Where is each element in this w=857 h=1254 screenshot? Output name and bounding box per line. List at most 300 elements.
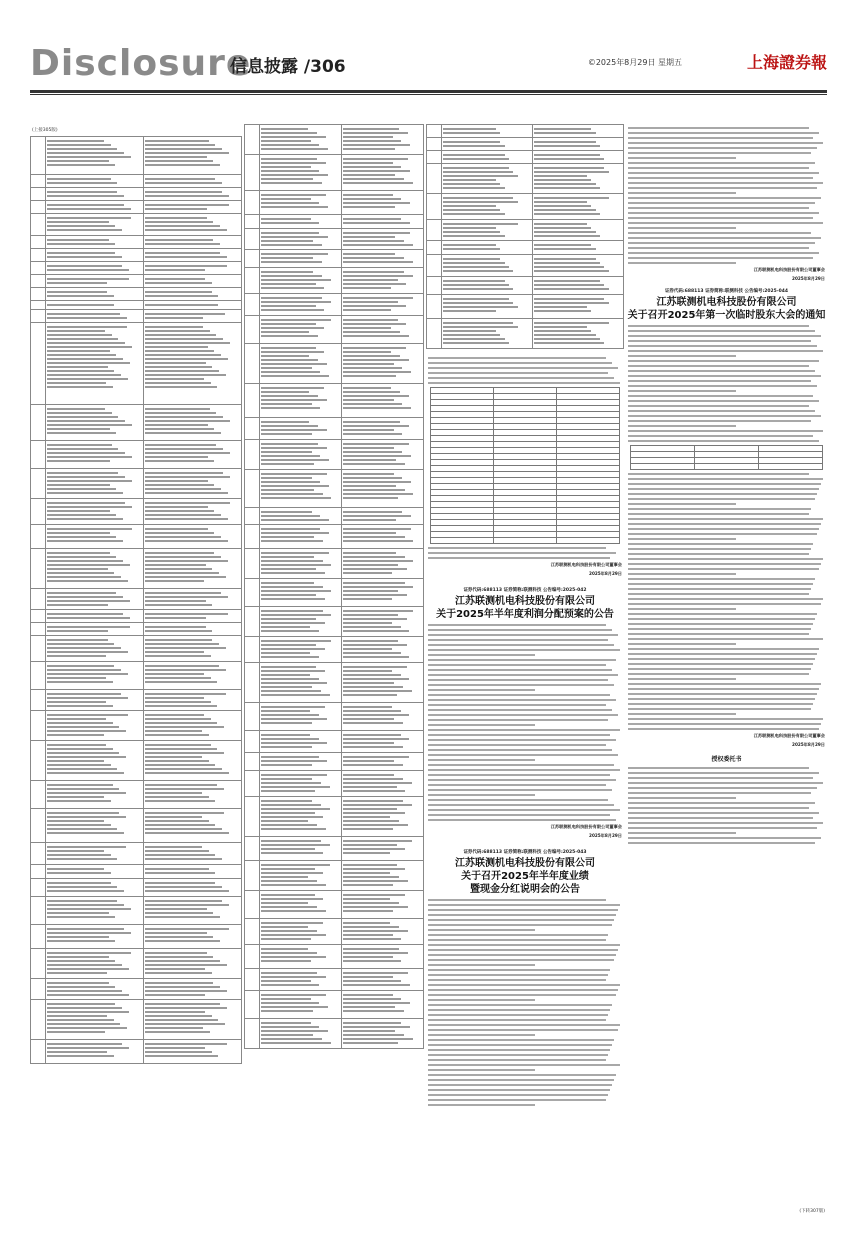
text-line bbox=[428, 739, 616, 741]
text-line bbox=[628, 832, 736, 834]
row-number-cell bbox=[31, 469, 46, 499]
table-cell bbox=[533, 241, 624, 255]
row-number-cell bbox=[31, 499, 46, 525]
row-number-cell bbox=[427, 255, 442, 277]
notice-title-line-1: 关于召开2025年半年度业绩 bbox=[461, 871, 589, 882]
table-cell bbox=[442, 220, 533, 241]
row-number-cell bbox=[31, 262, 46, 275]
table-row bbox=[31, 711, 242, 741]
text-line bbox=[428, 1074, 616, 1076]
table-row bbox=[245, 294, 424, 316]
table-row bbox=[31, 865, 242, 879]
text-line bbox=[628, 718, 823, 720]
table-row bbox=[31, 469, 242, 499]
row-number-cell bbox=[427, 241, 442, 255]
row-number-cell bbox=[31, 1040, 46, 1064]
table-row bbox=[427, 138, 624, 151]
table-cell bbox=[260, 250, 342, 268]
table-cell bbox=[144, 525, 242, 549]
notice-date: 2025年8月29日 bbox=[589, 833, 622, 838]
table-row bbox=[245, 250, 424, 268]
text-line bbox=[428, 674, 618, 676]
table-row bbox=[427, 295, 624, 319]
table-row bbox=[31, 499, 242, 525]
table-cell bbox=[342, 440, 424, 470]
table-cell bbox=[144, 610, 242, 623]
row-number-cell bbox=[245, 125, 260, 155]
table-cell bbox=[342, 663, 424, 703]
notice-code-line: 证券代码:688113 证券简称:联测科技 公告编号:2025-043 bbox=[463, 850, 587, 855]
text-line bbox=[428, 759, 535, 761]
table-cell bbox=[342, 125, 424, 155]
table-cell bbox=[46, 897, 144, 925]
table-cell bbox=[144, 589, 242, 610]
row-number-cell bbox=[31, 525, 46, 549]
row-number-cell bbox=[245, 508, 260, 525]
table-row bbox=[245, 125, 424, 155]
table-cell bbox=[46, 741, 144, 781]
table-row bbox=[245, 418, 424, 440]
text-line bbox=[428, 362, 612, 364]
text-line bbox=[428, 959, 614, 961]
text-line bbox=[428, 774, 610, 776]
table-row bbox=[31, 741, 242, 781]
table-cell bbox=[260, 637, 342, 663]
row-number-cell bbox=[427, 164, 442, 194]
table-cell bbox=[144, 925, 242, 949]
row-number-cell bbox=[31, 636, 46, 662]
table-cell bbox=[260, 1019, 342, 1049]
text-line bbox=[628, 132, 819, 134]
row-number-cell bbox=[245, 891, 260, 919]
table-cell bbox=[46, 441, 144, 469]
text-line bbox=[628, 623, 813, 625]
text-line bbox=[428, 1104, 535, 1106]
table-cell bbox=[533, 125, 624, 138]
text-line bbox=[428, 924, 612, 926]
notice-profit-distribution bbox=[426, 587, 624, 839]
text-line bbox=[428, 669, 612, 671]
page-body bbox=[30, 124, 827, 1214]
table-cell bbox=[260, 753, 342, 771]
text-line bbox=[428, 1009, 610, 1011]
table-cell bbox=[144, 175, 242, 188]
proposal-list-table bbox=[430, 387, 620, 544]
text-line bbox=[628, 172, 819, 174]
text-line bbox=[428, 709, 612, 711]
text-line bbox=[628, 157, 736, 159]
table-row bbox=[245, 607, 424, 637]
text-line bbox=[628, 822, 823, 824]
text-line bbox=[628, 498, 815, 500]
row-number-cell bbox=[245, 731, 260, 753]
text-line bbox=[628, 523, 821, 525]
articles-comparison-table-tail bbox=[426, 124, 624, 349]
row-number-cell bbox=[245, 969, 260, 991]
text-line bbox=[428, 999, 535, 1001]
text-line bbox=[428, 779, 616, 781]
table-row bbox=[427, 220, 624, 241]
table-cell bbox=[342, 891, 424, 919]
table-cell bbox=[144, 499, 242, 525]
table-cell bbox=[342, 268, 424, 294]
continued-from-label: (上接305版) bbox=[32, 128, 58, 133]
text-line bbox=[628, 440, 819, 442]
newspaper-logo: 上海證券報 bbox=[746, 53, 827, 72]
text-line bbox=[428, 1059, 606, 1061]
table-cell bbox=[46, 469, 144, 499]
text-line bbox=[428, 744, 606, 746]
table-row bbox=[31, 262, 242, 275]
text-line bbox=[628, 222, 823, 224]
table-cell bbox=[144, 781, 242, 809]
notice-shareholder-meeting bbox=[626, 288, 827, 748]
table-cell bbox=[260, 797, 342, 837]
table-cell bbox=[260, 837, 342, 861]
text-line bbox=[628, 573, 736, 575]
column-2 bbox=[244, 124, 424, 1214]
table-cell bbox=[46, 137, 144, 175]
table-cell bbox=[342, 637, 424, 663]
text-line bbox=[428, 764, 614, 766]
table-cell bbox=[442, 151, 533, 164]
notice-title: 关于召开2025年第一次临时股东大会的通知 bbox=[627, 310, 826, 321]
text-line bbox=[428, 899, 606, 901]
row-number-cell bbox=[31, 441, 46, 469]
table-cell bbox=[46, 690, 144, 711]
table-row bbox=[31, 879, 242, 897]
text-line bbox=[628, 713, 736, 715]
table-cell bbox=[260, 731, 342, 753]
table-cell bbox=[144, 405, 242, 441]
text-line bbox=[628, 703, 813, 705]
notice-date: 2025年8月29日 bbox=[792, 742, 825, 747]
table-cell bbox=[533, 295, 624, 319]
table-cell bbox=[342, 607, 424, 637]
text-line bbox=[428, 357, 606, 359]
table-cell bbox=[631, 464, 695, 470]
text-line bbox=[428, 784, 606, 786]
table-row bbox=[245, 215, 424, 229]
text-line bbox=[428, 964, 535, 966]
row-number-cell bbox=[245, 215, 260, 229]
table-cell bbox=[46, 610, 144, 623]
row-number-cell bbox=[31, 879, 46, 897]
table-cell bbox=[46, 188, 144, 201]
notice-company: 江苏联测机电科技股份有限公司 bbox=[656, 297, 797, 308]
row-number-cell bbox=[245, 919, 260, 945]
text-line bbox=[628, 513, 809, 515]
text-line bbox=[628, 232, 811, 234]
table-row bbox=[31, 301, 242, 310]
table-row bbox=[427, 255, 624, 277]
row-number-cell bbox=[245, 268, 260, 294]
table-row bbox=[245, 268, 424, 294]
table-cell bbox=[260, 703, 342, 731]
text-line bbox=[628, 360, 819, 362]
text-line bbox=[628, 400, 819, 402]
text-line bbox=[428, 754, 618, 756]
row-number-cell bbox=[31, 979, 46, 1000]
text-line bbox=[428, 944, 620, 946]
table-cell bbox=[46, 405, 144, 441]
table-row bbox=[427, 319, 624, 349]
table-cell bbox=[442, 138, 533, 151]
row-number-cell bbox=[245, 703, 260, 731]
table-cell bbox=[144, 469, 242, 499]
text-line bbox=[428, 809, 620, 811]
text-line bbox=[628, 842, 815, 844]
table-row bbox=[427, 151, 624, 164]
table-cell bbox=[144, 843, 242, 865]
text-line bbox=[428, 629, 612, 631]
row-number-cell bbox=[427, 138, 442, 151]
text-line bbox=[428, 557, 610, 559]
table-cell bbox=[342, 945, 424, 969]
notice-company: 江苏联测机电科技股份有限公司 bbox=[455, 596, 595, 607]
table-cell bbox=[342, 525, 424, 549]
text-line bbox=[428, 367, 618, 369]
meeting-proposal-table bbox=[630, 445, 823, 470]
text-line bbox=[628, 247, 809, 249]
amendment-text-block bbox=[426, 357, 624, 384]
table-row bbox=[245, 525, 424, 549]
table-cell bbox=[46, 623, 144, 636]
table-row bbox=[245, 753, 424, 771]
text-line bbox=[428, 639, 608, 641]
table-cell bbox=[342, 215, 424, 229]
text-line bbox=[428, 769, 620, 771]
table-cell bbox=[46, 175, 144, 188]
table-cell bbox=[144, 879, 242, 897]
text-line bbox=[428, 1099, 606, 1101]
table-row bbox=[31, 201, 242, 214]
text-line bbox=[428, 729, 620, 731]
row-number-cell bbox=[245, 191, 260, 215]
text-line bbox=[628, 583, 813, 585]
table-cell bbox=[260, 607, 342, 637]
table-row bbox=[31, 979, 242, 1000]
table-cell bbox=[342, 703, 424, 731]
table-row bbox=[31, 843, 242, 865]
table-cell bbox=[144, 275, 242, 288]
table-row bbox=[31, 589, 242, 610]
text-line bbox=[428, 634, 618, 636]
text-line bbox=[428, 704, 606, 706]
table-row bbox=[31, 323, 242, 405]
row-number-cell bbox=[31, 236, 46, 249]
table-cell bbox=[144, 623, 242, 636]
table-row bbox=[31, 275, 242, 288]
text-line bbox=[628, 543, 813, 545]
text-line bbox=[628, 217, 813, 219]
row-number-cell bbox=[427, 151, 442, 164]
table-row bbox=[31, 1040, 242, 1064]
row-number-cell bbox=[245, 155, 260, 191]
table-row bbox=[245, 384, 424, 418]
table-row bbox=[245, 703, 424, 731]
text-line bbox=[628, 588, 811, 590]
continued-to-label: (下转307版) bbox=[799, 1209, 825, 1214]
text-line bbox=[628, 493, 817, 495]
row-number-cell bbox=[245, 663, 260, 703]
table-cell bbox=[260, 969, 342, 991]
table-cell bbox=[46, 979, 144, 1000]
table-cell bbox=[260, 418, 342, 440]
text-line bbox=[628, 533, 817, 535]
notice-signature: 江苏联测机电科技股份有限公司董事会 bbox=[550, 824, 622, 829]
table-cell bbox=[442, 194, 533, 220]
table-cell bbox=[260, 991, 342, 1019]
row-number-cell bbox=[31, 301, 46, 310]
row-number-cell bbox=[245, 418, 260, 440]
table-row bbox=[31, 925, 242, 949]
text-line bbox=[428, 814, 610, 816]
text-line bbox=[628, 678, 736, 680]
text-line bbox=[428, 909, 618, 911]
table-cell bbox=[442, 125, 533, 138]
table-cell bbox=[46, 301, 144, 310]
table-cell bbox=[342, 344, 424, 384]
text-line bbox=[428, 1029, 618, 1031]
table-row bbox=[427, 164, 624, 194]
table-cell bbox=[144, 549, 242, 589]
table-row bbox=[245, 891, 424, 919]
header-rule bbox=[30, 90, 827, 93]
table-row bbox=[31, 137, 242, 175]
table-cell bbox=[342, 837, 424, 861]
notice-company: 江苏联测机电科技股份有限公司 bbox=[455, 858, 595, 869]
text-line bbox=[628, 242, 815, 244]
row-number-cell bbox=[31, 405, 46, 441]
text-line bbox=[628, 355, 736, 357]
table-row bbox=[31, 1000, 242, 1040]
table-row bbox=[31, 249, 242, 262]
text-line bbox=[628, 345, 817, 347]
row-number-cell bbox=[31, 949, 46, 979]
table-cell bbox=[442, 241, 533, 255]
table-cell bbox=[46, 636, 144, 662]
table-cell bbox=[46, 925, 144, 949]
table-cell bbox=[342, 508, 424, 525]
table-cell bbox=[533, 277, 624, 295]
table-cell bbox=[144, 301, 242, 310]
table-cell bbox=[533, 164, 624, 194]
table-row bbox=[31, 662, 242, 690]
table-cell bbox=[342, 229, 424, 250]
text-line bbox=[428, 1054, 608, 1056]
text-line bbox=[628, 708, 811, 710]
table-cell bbox=[144, 441, 242, 469]
row-number-cell bbox=[245, 470, 260, 508]
table-row bbox=[31, 623, 242, 636]
table-cell bbox=[46, 310, 144, 323]
text-line bbox=[428, 949, 618, 951]
table-cell bbox=[46, 1000, 144, 1040]
row-number-cell bbox=[245, 1019, 260, 1049]
row-number-cell bbox=[31, 249, 46, 262]
table-row bbox=[631, 464, 823, 470]
table-row bbox=[245, 470, 424, 508]
table-row bbox=[31, 236, 242, 249]
notice-body-cont bbox=[626, 473, 827, 730]
text-line bbox=[428, 644, 614, 646]
table-cell bbox=[260, 155, 342, 191]
row-number-cell bbox=[31, 175, 46, 188]
table-row bbox=[245, 508, 424, 525]
text-line bbox=[628, 405, 809, 407]
table-cell bbox=[342, 294, 424, 316]
table-cell bbox=[533, 220, 624, 241]
text-line bbox=[428, 649, 620, 651]
table-row bbox=[31, 214, 242, 236]
row-number-cell bbox=[31, 925, 46, 949]
table-row bbox=[245, 945, 424, 969]
row-number-cell bbox=[245, 837, 260, 861]
text-line bbox=[428, 659, 616, 661]
text-line bbox=[428, 1069, 535, 1071]
text-line bbox=[428, 714, 618, 716]
table-cell bbox=[342, 797, 424, 837]
table-cell bbox=[46, 781, 144, 809]
text-line bbox=[628, 797, 736, 799]
table-cell bbox=[260, 549, 342, 579]
text-line bbox=[428, 794, 535, 796]
row-number-cell bbox=[31, 662, 46, 690]
table-cell bbox=[260, 771, 342, 797]
row-number-cell bbox=[31, 711, 46, 741]
row-number-cell bbox=[31, 214, 46, 236]
text-line bbox=[628, 508, 811, 510]
text-line bbox=[428, 552, 616, 554]
table-row bbox=[245, 797, 424, 837]
table-cell bbox=[144, 897, 242, 925]
table-cell bbox=[260, 125, 342, 155]
table-row bbox=[427, 241, 624, 255]
text-line bbox=[628, 673, 809, 675]
row-number-cell bbox=[245, 384, 260, 418]
text-line bbox=[428, 799, 608, 801]
table-cell bbox=[144, 288, 242, 301]
row-number-cell bbox=[31, 781, 46, 809]
text-line bbox=[428, 734, 610, 736]
notice-body bbox=[426, 624, 624, 821]
table-cell bbox=[144, 236, 242, 249]
text-line bbox=[628, 503, 736, 505]
table-row bbox=[245, 1019, 424, 1049]
text-line bbox=[428, 1044, 612, 1046]
text-line bbox=[628, 227, 736, 229]
table-cell bbox=[342, 579, 424, 607]
row-number-cell bbox=[31, 310, 46, 323]
text-line bbox=[628, 772, 819, 774]
row-number-cell bbox=[245, 945, 260, 969]
table-cell bbox=[46, 711, 144, 741]
table-cell bbox=[556, 538, 619, 544]
text-line bbox=[428, 969, 610, 971]
text-line bbox=[428, 1034, 535, 1036]
table-row bbox=[31, 310, 242, 323]
text-line bbox=[628, 207, 809, 209]
row-number-cell bbox=[31, 897, 46, 925]
text-line bbox=[428, 994, 616, 996]
text-line bbox=[628, 802, 815, 804]
table-row bbox=[245, 731, 424, 753]
row-number-cell bbox=[245, 797, 260, 837]
row-number-cell bbox=[31, 741, 46, 781]
table-row bbox=[245, 229, 424, 250]
row-number-cell bbox=[31, 323, 46, 405]
